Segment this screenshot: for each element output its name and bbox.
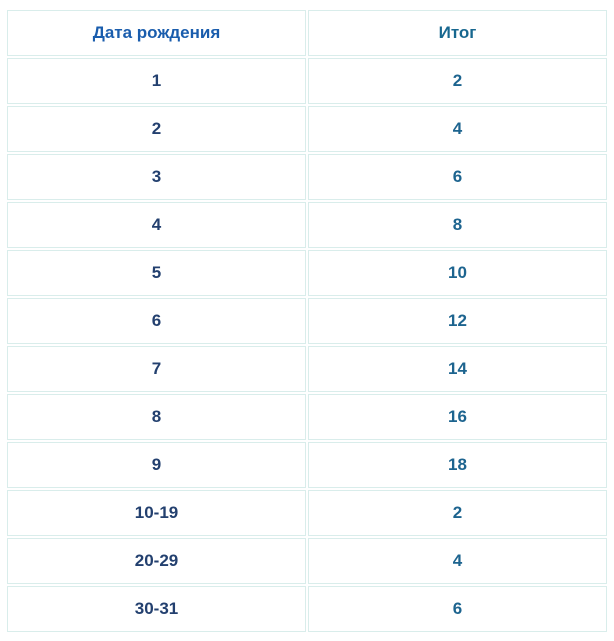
birth-date-cell: 30-31 <box>7 586 306 632</box>
birthdate-total-table <box>5 8 609 634</box>
table-row <box>7 298 607 344</box>
table-row <box>7 394 607 440</box>
column-header-total: Итог <box>308 10 607 56</box>
total-cell: 4 <box>308 538 607 584</box>
column-header-birth-date: Дата рождения <box>7 10 306 56</box>
total-cell: 6 <box>308 586 607 632</box>
total-cell: 12 <box>308 298 607 344</box>
total-cell: 2 <box>308 490 607 536</box>
total-cell: 16 <box>308 394 607 440</box>
birth-date-cell: 1 <box>7 58 306 104</box>
birth-date-cell: 5 <box>7 250 306 296</box>
birth-date-cell: 6 <box>7 298 306 344</box>
total-cell: 8 <box>308 202 607 248</box>
table-row <box>7 58 607 104</box>
birth-date-cell: 7 <box>7 346 306 392</box>
table-body <box>7 58 607 632</box>
total-cell: 14 <box>308 346 607 392</box>
total-cell: 18 <box>308 442 607 488</box>
table-row <box>7 154 607 200</box>
birth-date-cell: 3 <box>7 154 306 200</box>
table-row <box>7 490 607 536</box>
birth-date-cell: 9 <box>7 442 306 488</box>
birth-date-cell: 2 <box>7 106 306 152</box>
table-row <box>7 442 607 488</box>
header-row <box>7 10 607 56</box>
table-row <box>7 346 607 392</box>
total-cell: 10 <box>308 250 607 296</box>
birth-date-cell: 8 <box>7 394 306 440</box>
table-row <box>7 106 607 152</box>
birth-date-cell: 10-19 <box>7 490 306 536</box>
table-row <box>7 586 607 632</box>
total-cell: 2 <box>308 58 607 104</box>
table-row <box>7 202 607 248</box>
table-header <box>7 10 607 56</box>
total-cell: 6 <box>308 154 607 200</box>
total-cell: 4 <box>308 106 607 152</box>
birth-date-cell: 20-29 <box>7 538 306 584</box>
birth-date-cell: 4 <box>7 202 306 248</box>
table-row <box>7 250 607 296</box>
table-row <box>7 538 607 584</box>
